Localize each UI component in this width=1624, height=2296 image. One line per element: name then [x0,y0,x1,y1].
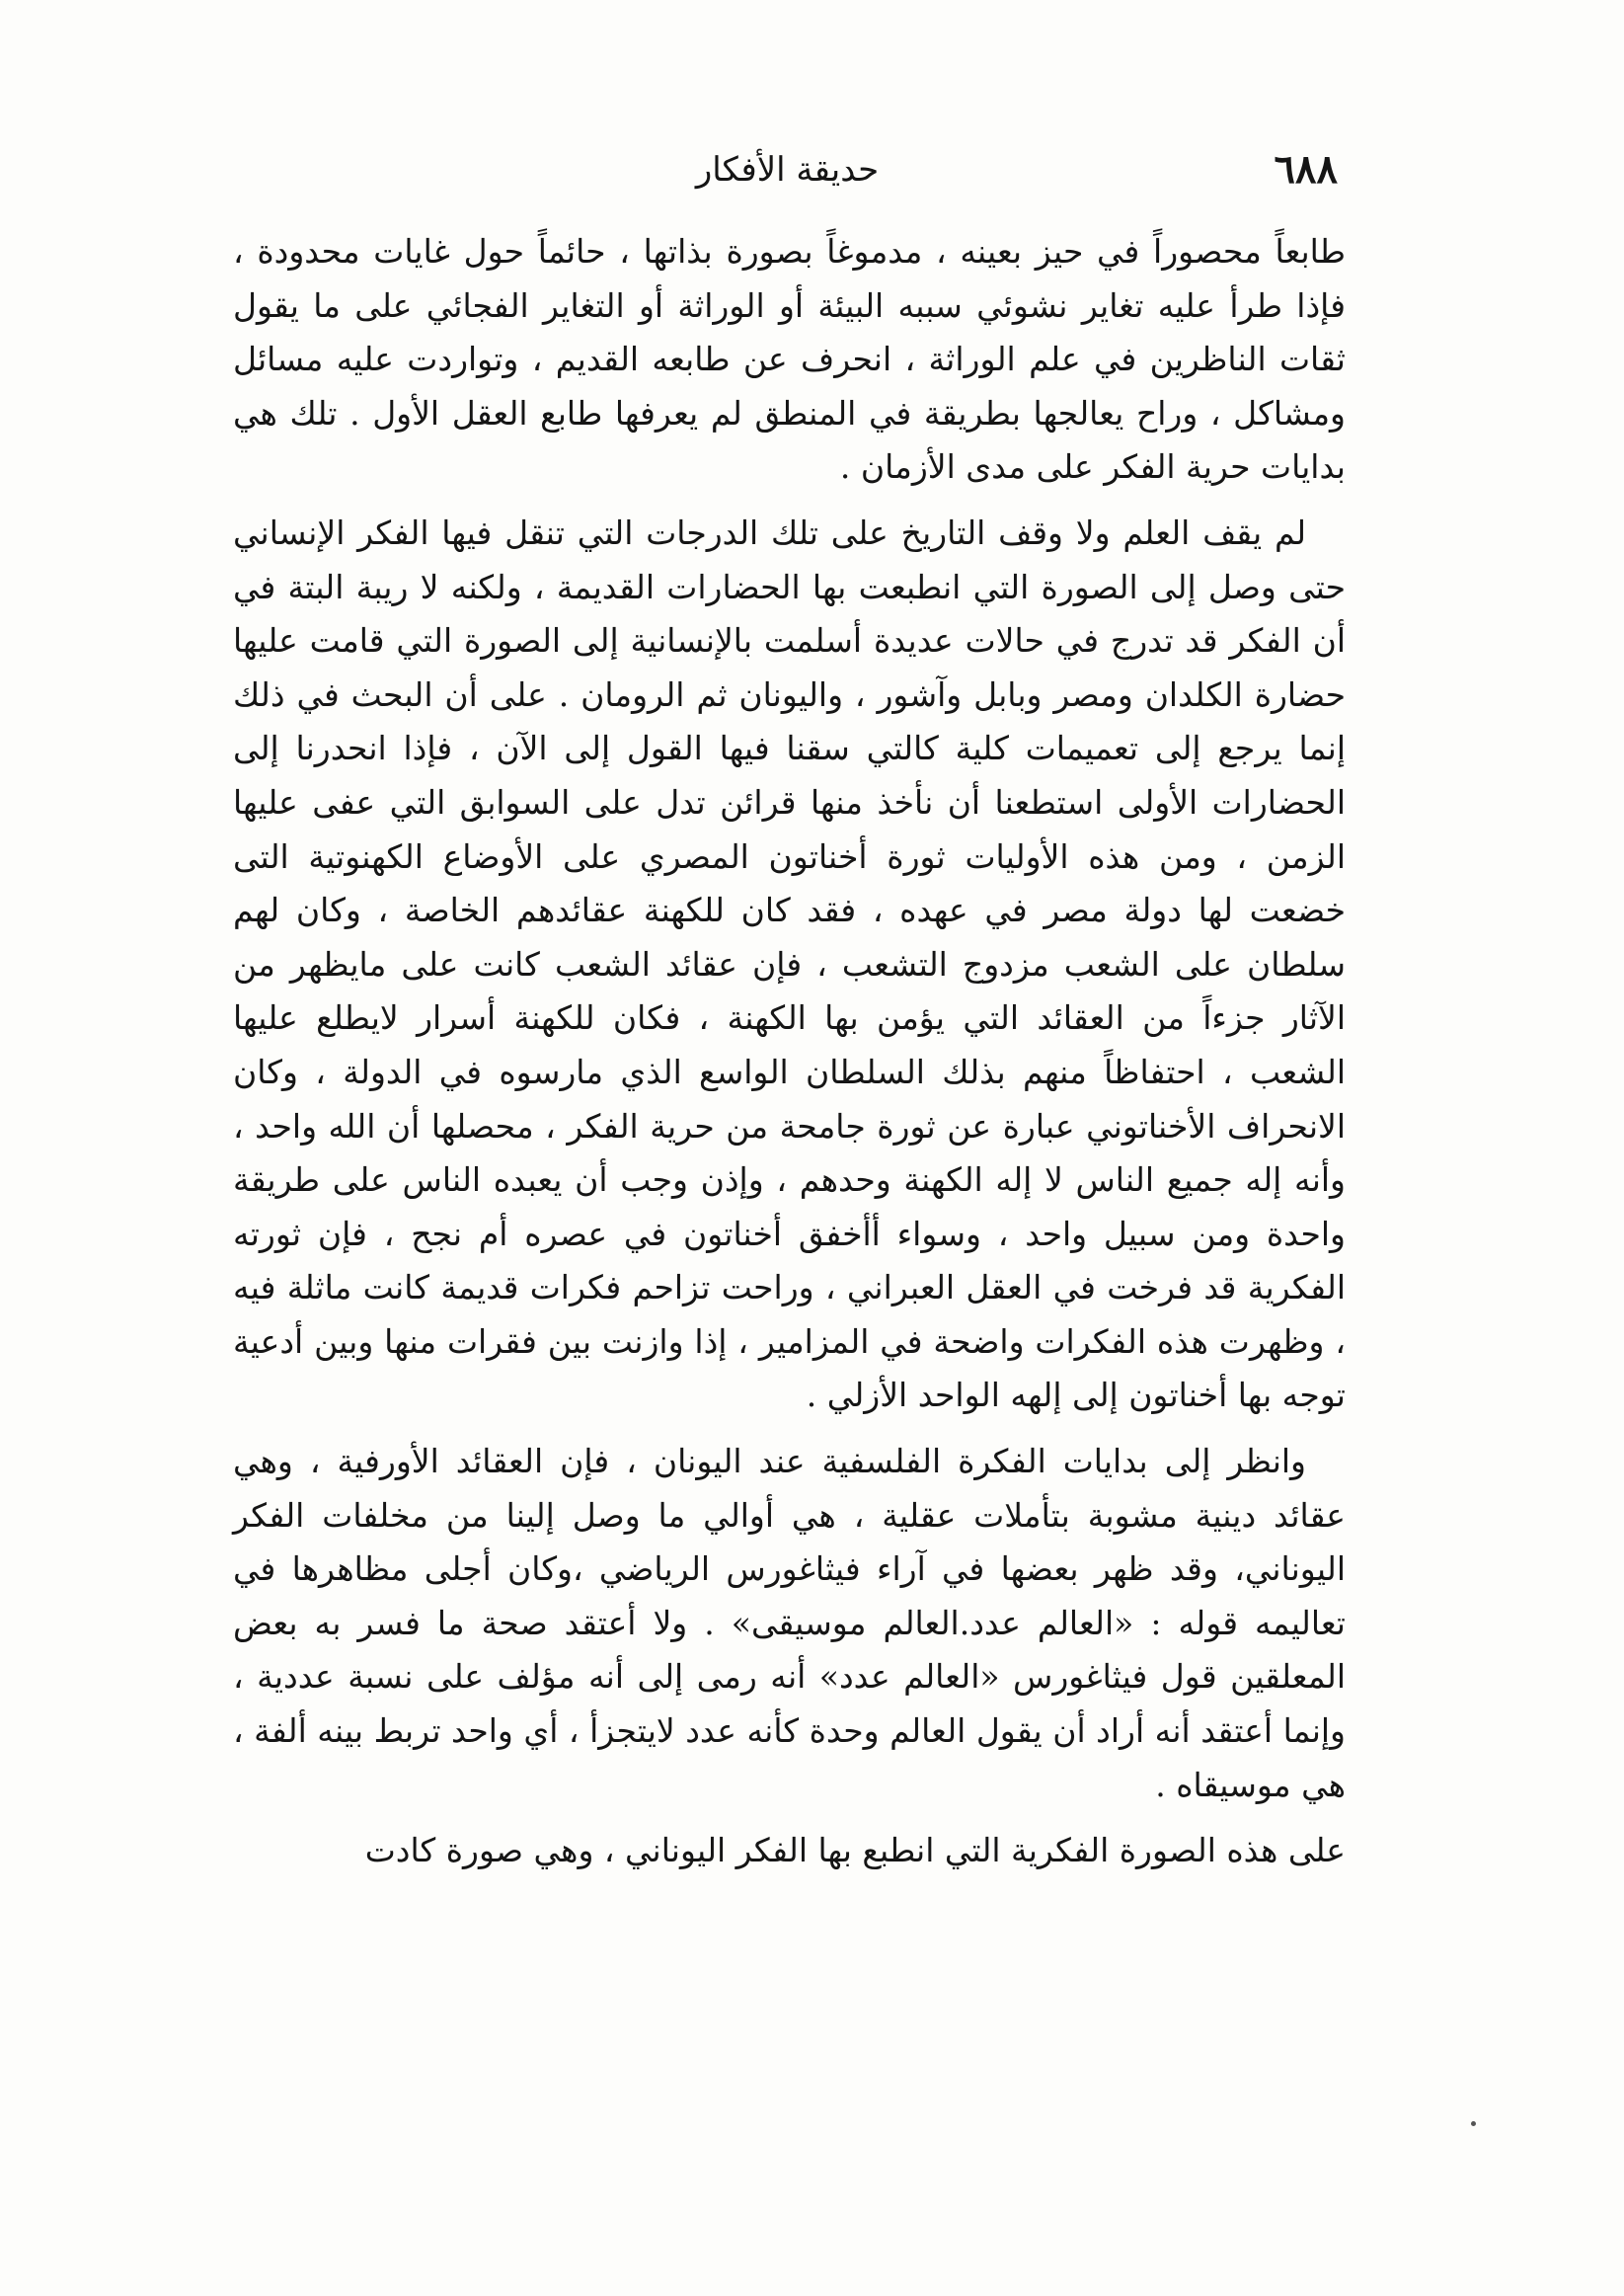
margin-speck [1471,2121,1476,2126]
paragraph-3: وانظر إلى بدايات الفكرة الفلسفية عند اليونان ، فإن العقائد الأورفية ، وهي عقائد دينية مشوبة بتأملات عقلية ، هي أوالي ما وصل إلينا من مخلفات الفكر اليوناني، وقد ظهر بعضها في آراء فيثاغورس الرياضي ،وكان أجلى مظاهرها في تعاليمه قوله : «العالم عدد.العالم موسيقى» . ولا أعتقد صحة ما فسر به بعض المعلقين قول فيثاغورس «العالم عدد» أنه رمى إلى أنه مؤلف على نسبة عددية ، وإنما أعتقد أنه أراد أن يقول العالم وحدة كأنه عدد لايتجزأ ، أي واحد تربط بينه ألفة ، هي موسيقاه . [233,1442,1346,1804]
paragraph-1: طابعاً محصوراً في حيز بعينه ، مدموغاً بصورة بذاتها ، حائماً حول غايات محدودة ، فإذا طرأ عليه تغاير نشوئي سببه البيئة أو الوراثة أو التغاير الفجائي على ما يقول ثقات الناظرين في علم الوراثة ، انحرف عن طابعه القديم ، وتواردت عليه مسائل ومشاكل ، وراح يعالجها بطريقة في المنطق لم يعرفها طابع العقل الأول . تلك هي بدايات حرية الفكر على مدى الأزمان . [233,232,1346,487]
body-text [233,225,1346,1878]
page-number: ٦٨٨ [1274,146,1338,193]
running-title: حديقة الأفكار [695,150,880,190]
paragraph-4: على هذه الصورة الفكرية التي انطبع بها الفكر اليوناني ، وهي صورة كادت [364,1831,1346,1870]
running-header [237,146,1338,205]
paragraph-2: لم يقف العلم ولا وقف التاريخ على تلك الدرجات التي تنقل فيها الفكر الإنساني حتى وصل إلى الصورة التي انطبعت بها الحضارات القديمة ، ولكنه لا ريبة البتة في أن الفكر قد تدرج في حالات عديدة أسلمت بالإنسانية إلى الصورة التي قامت عليها حضارة الكلدان ومصر وبابل وآشور ، واليونان ثم الرومان . على أن البحث في ذلك إنما يرجع إلى تعميمات كلية كالتي سقنا فيها القول إلى الآن ، فإذا انحدرنا إلى الحضارات الأولى استطعنا أن نأخذ منها قرائن تدل على السوابق التي عفى عليها الزمن ، ومن هذه الأوليات ثورة أخناتون المصري على الأوضاع الكهنوتية التى خضعت لها دولة مصر في عهده ، فقد كان للكهنة عقائدهم الخاصة ، وكان لهم سلطان على الشعب مزدوج التشعب ، فإن عقائد الشعب كانت على مايظهر من الآثار جزءاً من العقائد التي يؤمن بها الكهنة ، فكان للكهنة أسرار لايطلع عليها الشعب ، احتفاظاً منهم بذلك السلطان الواسع الذي مارسوه في الدولة ، وكان الانحراف الأخناتوني عبارة عن ثورة جامحة من حرية الفكر ، محصلها أن الله واحد ، وأنه إله جميع الناس لا إله الكهنة وحدهم ، وإذن وجب أن يعبده الناس على طريقة واحدة ومن سبيل واحد ، وسواء أأخفق أخناتون في عصره أم نجح ، فإن ثورته الفكرية قد فرخت في العقل العبراني ، وراحت تزاحم فكرات قديمة كانت ماثلة فيه ، وظهرت هذه الفكرات واضحة في المزامير ، إذا وازنت بين فقرات منها وبين أدعية توجه بها أخناتون إلى إلهه الواحد الأزلي . [233,513,1346,1415]
